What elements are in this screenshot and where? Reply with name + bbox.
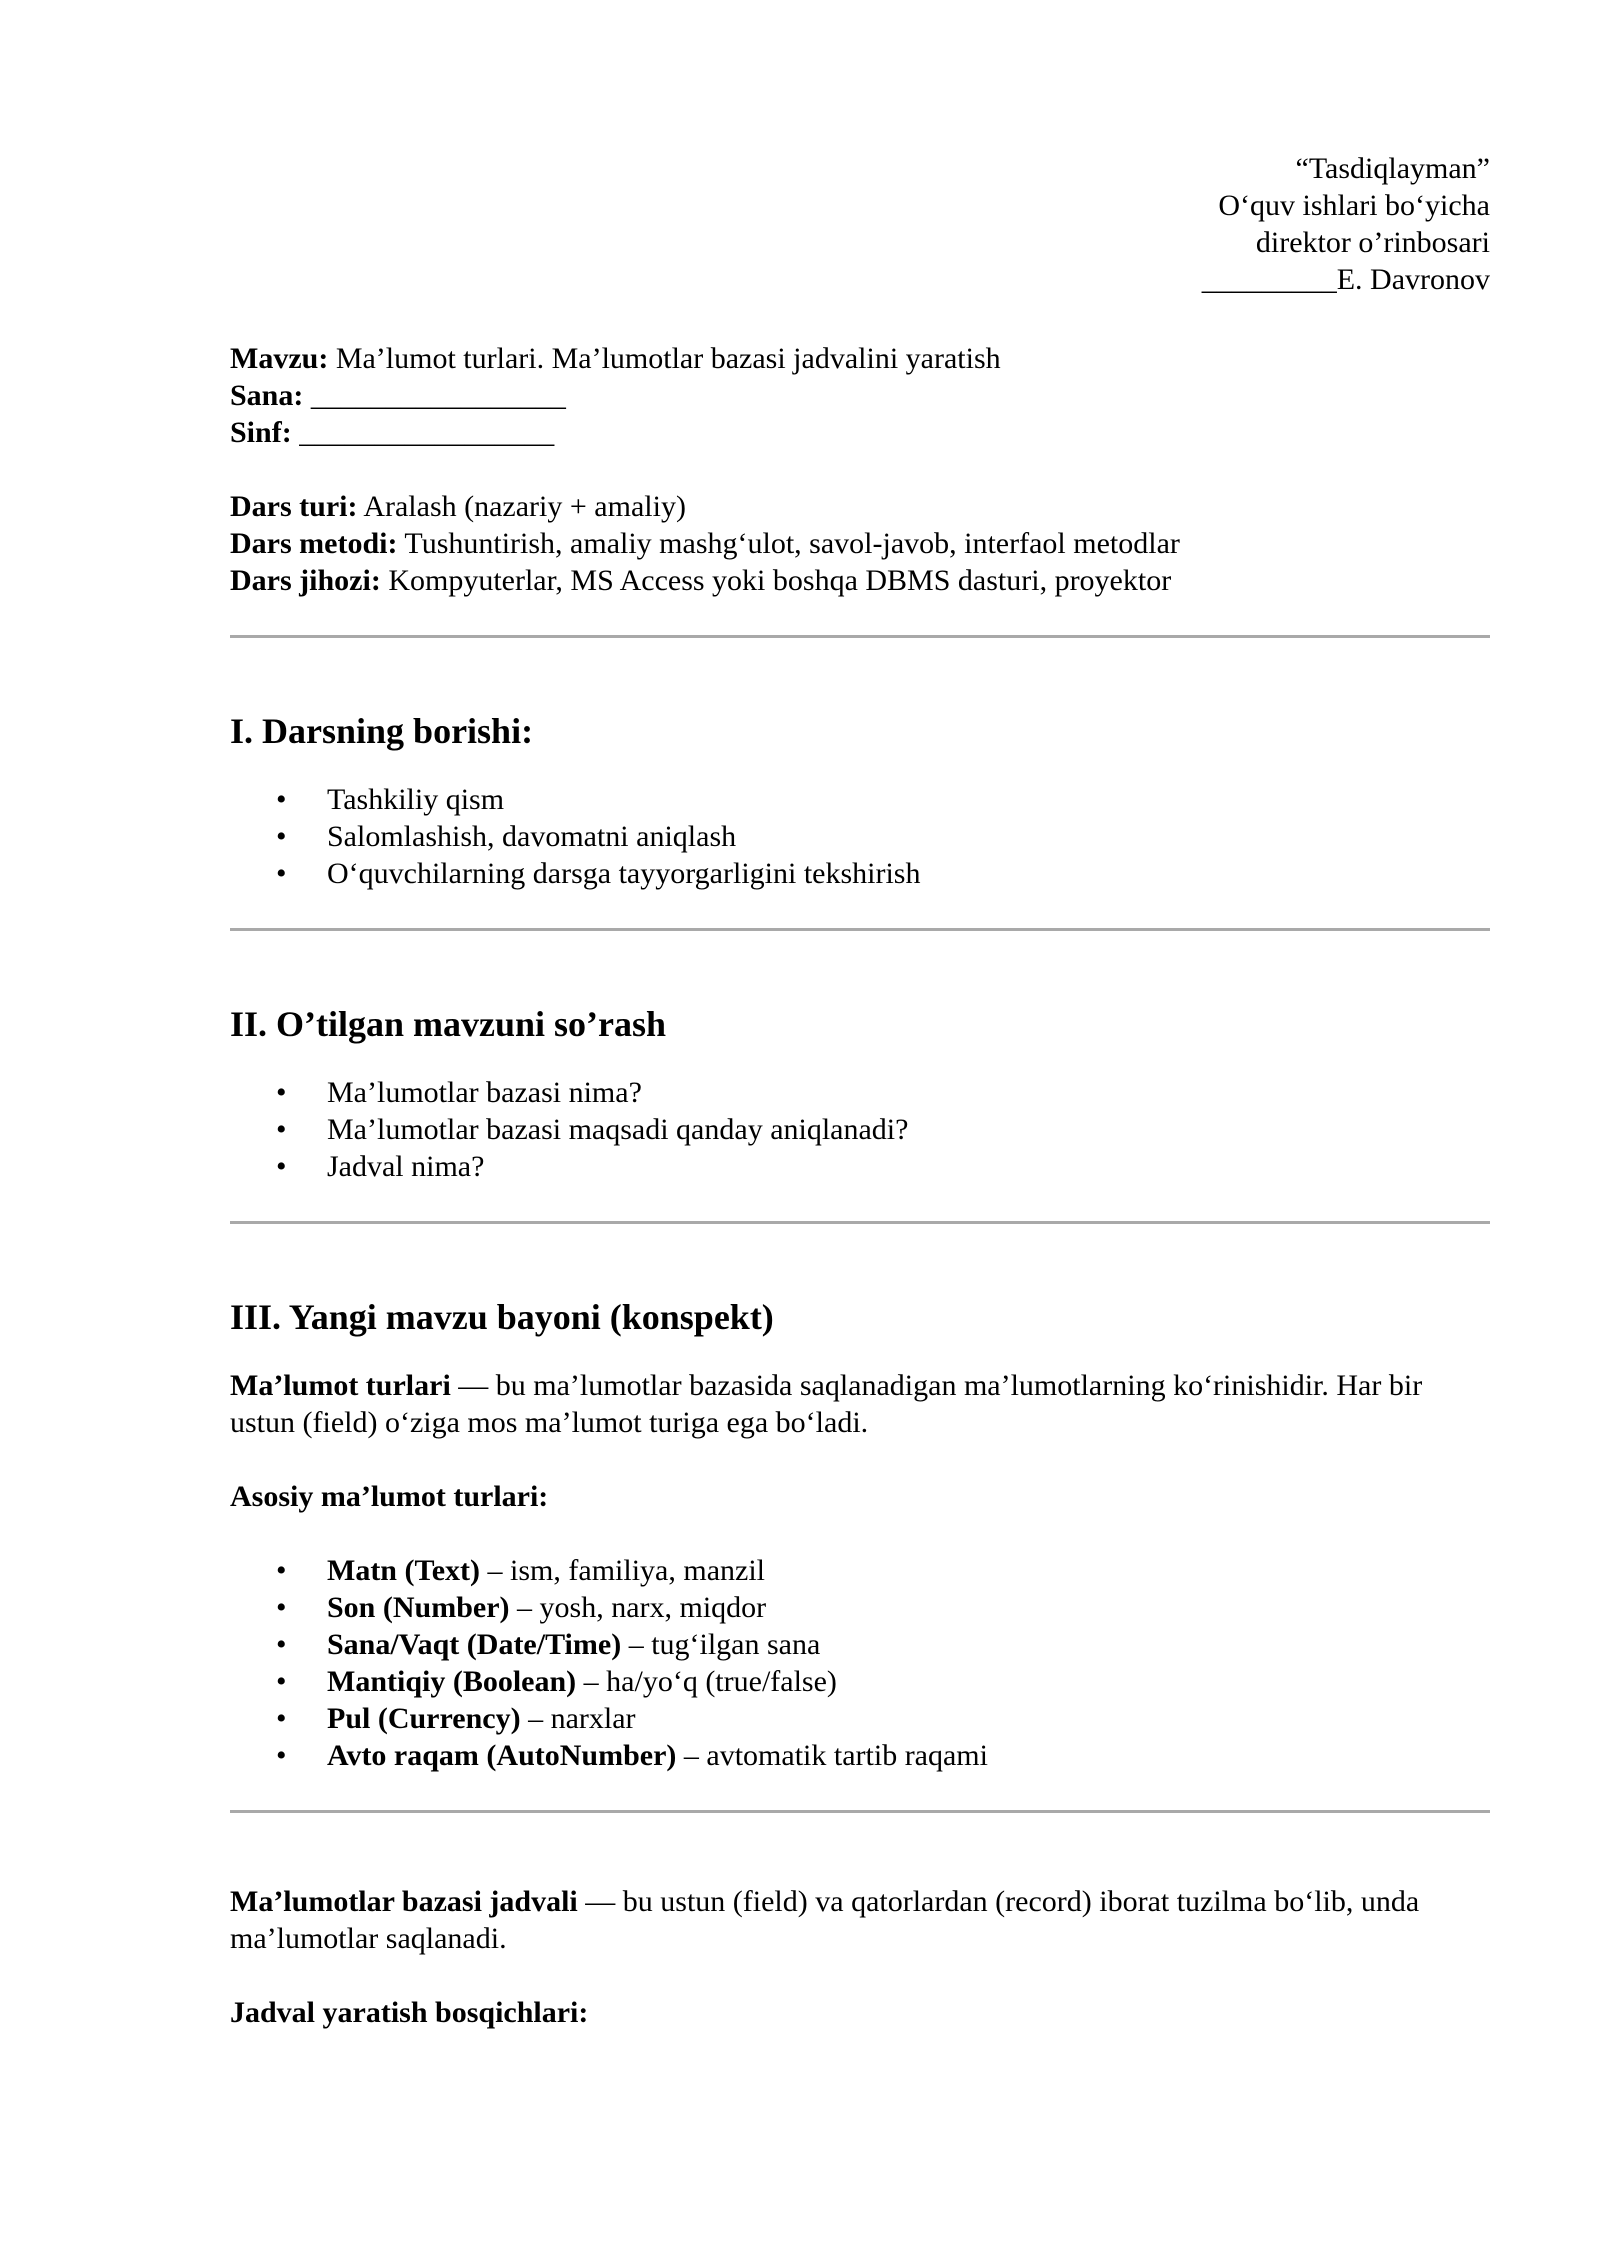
class-value: _________________	[291, 416, 555, 449]
list-item: • Salomlashish, davomatni aniqlash	[230, 818, 1490, 855]
topic-value: Ma’lumot turlari. Ma’lumotlar bazasi jadvalini yaratish	[328, 342, 1001, 375]
approval-block	[890, 150, 1490, 298]
lesson-type-value: Aralash (nazariy + amaliy)	[357, 490, 686, 523]
topic-label: Mavzu:	[230, 342, 329, 375]
list-item: • Matn (Text) – ism, familiya, manzil	[230, 1552, 1490, 1589]
data-types-list	[230, 1552, 1490, 1774]
lesson-method-label: Dars metodi:	[230, 527, 398, 560]
list-item: • Ma’lumotlar bazasi maqsadi qanday aniqlanadi?	[230, 1111, 1490, 1148]
data-types-term: Ma’lumot turlari	[230, 1369, 451, 1402]
document-body	[230, 340, 1490, 2031]
data-types-text: — bu ma’lumotlar bazasida saqlanadigan ma’lumotlarning ko‘rinishidir. Har bir ustun (field) o‘ziga mos ma’lumot turiga ega bo‘ladi.	[230, 1369, 1423, 1439]
approval-signature-line: _________E. Davronov	[1201, 263, 1490, 296]
list-item: • Sana/Vaqt (Date/Time) – tug‘ilgan sana	[230, 1626, 1490, 1663]
approval-position-line: O‘quv ishlari bo‘yicha	[1218, 189, 1490, 222]
class-label: Sinf:	[230, 416, 292, 449]
approval-role-line: direktor o’rinbosari	[1255, 226, 1490, 259]
list-item: • O‘quvchilarning darsga tayyorgarligini tekshirish	[230, 855, 1490, 892]
lesson-method-line	[230, 525, 1490, 562]
table-text: — bu ustun (field) va qatorlardan (record) iborat tuzilma bo‘lib, unda ma’lumotlar saqlanadi.	[230, 1885, 1420, 1955]
section-3-title: III. Yangi mavzu bayoni (konspekt)	[230, 1297, 774, 1337]
section-2-list	[230, 1074, 1490, 1185]
list-item: • Jadval nima?	[230, 1148, 1490, 1185]
table-definition	[230, 1883, 1490, 1957]
table-steps-heading: Jadval yaratish bosqichlari:	[230, 1996, 589, 2029]
section-2-title: II. O’tilgan mavzuni so’rash	[230, 1004, 667, 1044]
date-label: Sana:	[230, 379, 304, 412]
section-divider	[230, 635, 1490, 638]
section-1-list	[230, 781, 1490, 892]
list-item: • Avto raqam (AutoNumber) – avtomatik tartib raqami	[230, 1737, 1490, 1774]
section-divider	[230, 1221, 1490, 1224]
table-term: Ma’lumotlar bazasi jadvali	[230, 1885, 578, 1918]
data-types-definition	[230, 1367, 1490, 1441]
lesson-equipment-line	[230, 562, 1490, 599]
lesson-type-label: Dars turi:	[230, 490, 358, 523]
lesson-type-line	[230, 488, 1490, 525]
lesson-method-value: Tushuntirish, amaliy mashg‘ulot, savol-javob, interfaol metodlar	[397, 527, 1180, 560]
date-value: _________________	[303, 379, 566, 412]
date-line	[230, 377, 1490, 414]
section-1-title: I. Darsning borishi:	[230, 711, 534, 751]
lesson-equipment-value: Kompyuterlar, MS Access yoki boshqa DBMS dasturi, proyektor	[380, 564, 1172, 597]
list-item: • Mantiqiy (Boolean) – ha/yo‘q (true/false)	[230, 1663, 1490, 1700]
topic-line	[230, 340, 1490, 377]
section-divider	[230, 1810, 1490, 1813]
approval-title: “Tasdiqlayman”	[1295, 152, 1490, 185]
list-item: • Son (Number) – yosh, narx, miqdor	[230, 1589, 1490, 1626]
list-item: • Pul (Currency) – narxlar	[230, 1700, 1490, 1737]
lesson-equipment-label: Dars jihozi:	[230, 564, 381, 597]
section-divider	[230, 928, 1490, 931]
data-types-heading: Asosiy ma’lumot turlari:	[230, 1480, 549, 1513]
list-item: • Ma’lumotlar bazasi nima?	[230, 1074, 1490, 1111]
class-line	[230, 414, 1490, 451]
list-item: • Tashkiliy qism	[230, 781, 1490, 818]
